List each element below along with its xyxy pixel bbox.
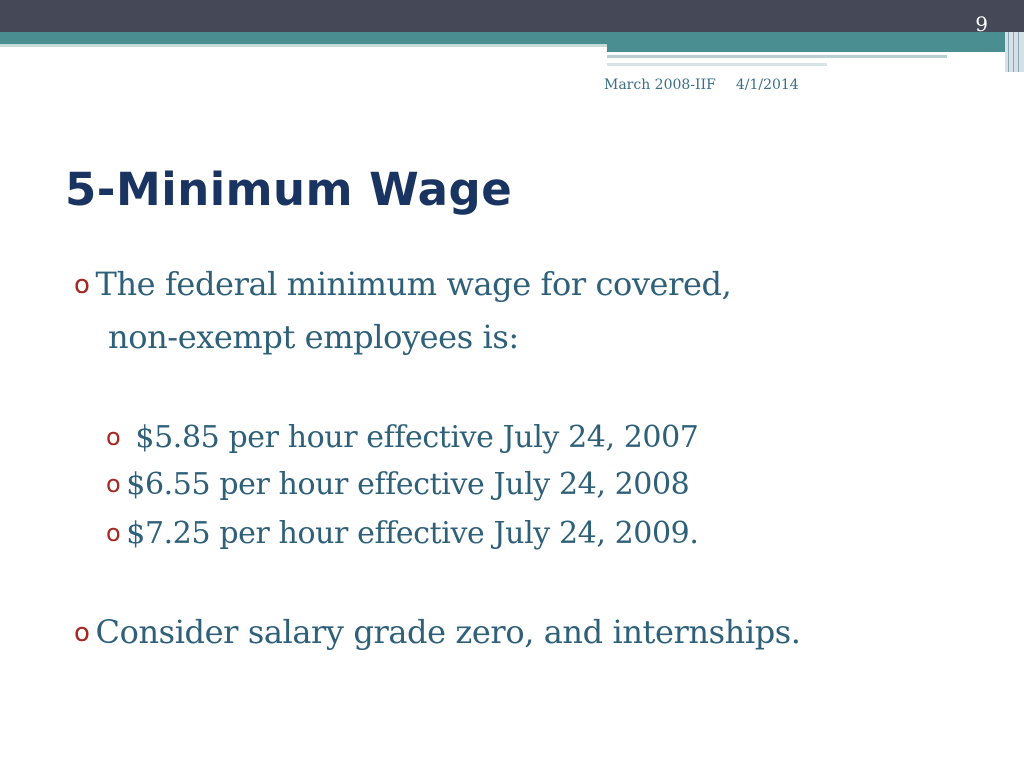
header-teal-band: [0, 32, 1024, 44]
bullet-marker: o: [74, 270, 90, 300]
footer-date: 4/1/2014: [735, 77, 799, 93]
header-short-line: [607, 63, 827, 66]
footer-presentation-label: March 2008-IIF: [604, 77, 716, 93]
slide-footer-meta: [604, 77, 799, 93]
bullet-text: The federal minimum wage for covered,: [95, 265, 732, 303]
bullet-marker: o: [106, 470, 121, 498]
slide-number: 9: [975, 12, 988, 36]
bullet-marker: o: [106, 519, 121, 547]
header-right-stripe: [1018, 32, 1019, 72]
header-teal-step: [607, 44, 1005, 52]
header-accent-line: [607, 55, 947, 58]
bullet-salary-grade-zero: [74, 612, 801, 653]
bullet-marker: o: [74, 618, 90, 648]
header-right-stripe: [1013, 32, 1014, 72]
slide-title: 5-Minimum Wage: [65, 163, 513, 216]
bullet-marker: o: [106, 423, 121, 451]
header-dark-bar: [0, 0, 1024, 32]
bullet-continuation: [108, 317, 519, 357]
bullet-text: Consider salary grade zero, and internships.: [95, 613, 801, 651]
bullet-text: $7.25 per hour effective July 24, 2009.: [126, 516, 699, 551]
sub-bullet-2009-rate: [106, 513, 699, 554]
bullet-text: non-exempt employees is:: [108, 318, 519, 356]
header-right-stripe: [1008, 32, 1009, 72]
bullet-text: $5.85 per hour effective July 24, 2007: [126, 420, 699, 455]
bullet-federal-minimum-wage: [74, 264, 731, 305]
sub-bullet-2007-rate: [106, 417, 699, 458]
sub-bullet-2008-rate: [106, 464, 689, 505]
bullet-text: $6.55 per hour effective July 24, 2008: [126, 467, 690, 502]
